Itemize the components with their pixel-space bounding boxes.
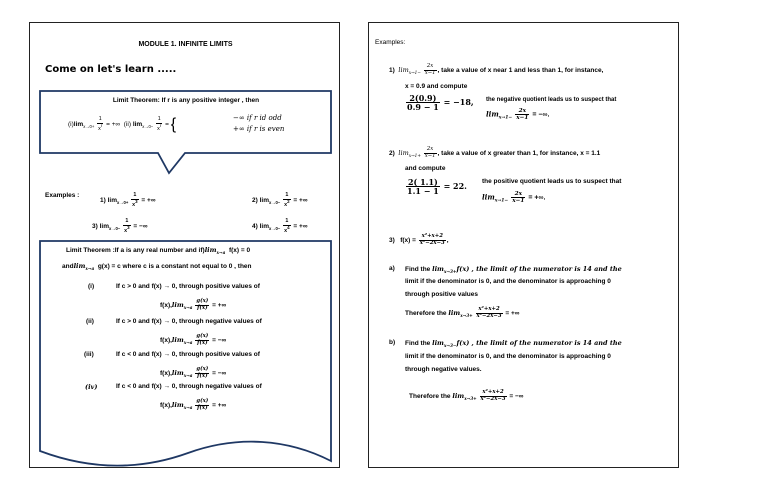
lim-sub: x→3+ (464, 395, 477, 401)
part-a-label: a) (389, 265, 395, 272)
fraction (511, 191, 525, 204)
text: , take a value of x near 1 and less than 1, for instance, (437, 66, 604, 74)
lim-sub: x→0+ (83, 124, 95, 130)
theorem1-title: Limit Theorem: If r is any positive integer , then (112, 97, 260, 104)
x-text: x (98, 125, 101, 132)
lim-text: lim (452, 391, 465, 400)
module-page-right (368, 22, 679, 468)
case-ii-roman: (ii) (86, 318, 94, 325)
numerator: 1 (157, 116, 161, 122)
fraction (515, 108, 529, 121)
part-b-therefore (409, 390, 523, 402)
lim-sub: x→a (85, 266, 95, 271)
result: = +∞. (528, 194, 546, 202)
case-iv-formula (160, 399, 226, 411)
lim-sub: x→0− (268, 226, 281, 232)
numerator: 2( 1.1) (407, 177, 438, 187)
lim-text: lim (432, 265, 444, 273)
lim-text: lim (398, 148, 409, 157)
fraction (424, 64, 437, 76)
text: f(x) = 0 (228, 247, 251, 254)
lim-sub: x→0+ (116, 200, 129, 206)
r-exponent: r (159, 122, 162, 128)
lim-text: lim (73, 121, 84, 129)
text: , take a value of x greater than 1, for instance, x = 1.1 (437, 149, 601, 157)
numerator: 1 (98, 116, 102, 122)
ex-num: 1) (389, 66, 395, 74)
example1-note: the negative quotient leads us to suspect that (486, 97, 617, 103)
power: 3 (127, 224, 130, 230)
example-2: 2) $\lim_{x\to 0-}$ $\frac{1}{x^2}$ = +∞ (252, 192, 308, 208)
example-1: 1) $\lim_{x\to 0+}$ $\frac{1}{x^3}$ = +∞ (100, 192, 156, 208)
fraction (283, 219, 290, 234)
fraction (476, 307, 503, 319)
text: g(x) = c where c is a constant not equal to 0 , then (97, 263, 252, 270)
theorem1-formula (68, 117, 176, 133)
fraction (195, 367, 209, 379)
denominator: f(x) (197, 339, 208, 346)
numerator: 2x (424, 64, 437, 71)
fraction (424, 147, 437, 159)
fraction (406, 178, 440, 196)
lim-sub: x→a (183, 404, 193, 410)
ex-num: 3) (389, 236, 395, 244)
text: f(x), (160, 301, 172, 309)
numerator: 2(0.9) (406, 94, 440, 103)
denominator: f(x) (197, 404, 208, 411)
text: f(x), (160, 336, 172, 344)
lim-sub: x→3− (443, 343, 457, 348)
lim-text: lim (482, 192, 495, 202)
example-3: 3) $\lim_{x\to 0-}$ $\frac{1}{x^3}$ = −∞ (92, 218, 148, 234)
numerator: 1 (123, 219, 130, 226)
text: f(x) , the limit of the numerator is 14 and the (456, 339, 622, 347)
example2-conclusion (482, 191, 545, 204)
denominator: x−1 (424, 152, 436, 159)
brace: { (170, 116, 177, 134)
examples-label: Examples : (45, 192, 80, 199)
lim-sub: x→a (183, 339, 193, 345)
numerator: g(x) (196, 366, 209, 372)
text: f(x) , the limit of the numerator is 14 and the (456, 265, 622, 273)
ex-num: 4) (252, 223, 258, 231)
part-b-label: b) (389, 339, 396, 346)
denominator (97, 124, 103, 132)
denominator: x−1 (424, 69, 436, 76)
numerator: 1 (283, 219, 290, 226)
examples-label: Examples: (375, 39, 406, 46)
numerator: 2x (424, 147, 437, 154)
lim-sub: x→3+ (460, 312, 473, 318)
lim-sub: x→1+ (408, 152, 421, 158)
lim-text: lim (486, 109, 499, 119)
example1-line2: x = 0.9 and compute (405, 83, 468, 90)
numerator: 1 (283, 193, 290, 200)
fx-text: f(x) = (400, 236, 416, 244)
denominator: f(x) (197, 304, 208, 311)
example1-conclusion (486, 108, 549, 121)
denominator: 0.9 − 1 (407, 102, 439, 113)
text: f(x), (160, 369, 172, 377)
text: f(x), (160, 401, 172, 409)
result: = −18, (443, 96, 474, 107)
case-i-text: If c > 0 and f(x) → 0, through positive values of (116, 283, 260, 290)
case-even: +∞ if r is even (233, 125, 285, 133)
result: = −∞ (133, 223, 148, 231)
power: 2 (287, 198, 290, 204)
result: = +∞ (141, 197, 156, 205)
numerator: g(x) (196, 298, 209, 304)
fraction (123, 219, 130, 234)
numerator: x²+x+2 (419, 234, 446, 241)
text: Limit Theorem :If a is any real number and if) (66, 247, 205, 254)
denominator: x²−2x−3 (476, 312, 502, 319)
lim-sub: x→a (183, 304, 193, 310)
example2-line1 (389, 147, 600, 159)
ex-num: 3) (92, 223, 98, 231)
lim-sub: x→1− (494, 198, 509, 204)
lim-sub: x→0− (108, 226, 121, 232)
case-ii-formula (160, 334, 226, 346)
lim-sub: x→0− (268, 200, 281, 206)
fraction (195, 399, 209, 411)
numerator: 2x (515, 108, 529, 115)
one-over-xr (156, 117, 162, 132)
denominator: x−1 (512, 198, 525, 205)
case-odd: −∞ if r id odd (233, 114, 282, 122)
lim-text: lim (73, 262, 86, 270)
lim-text: lim (448, 308, 461, 317)
fraction (406, 94, 440, 112)
text: Find the (405, 266, 431, 273)
lim-text: lim (398, 65, 409, 74)
equals: = (165, 121, 169, 129)
text: Therefore the (409, 392, 451, 400)
example-4: 4) $\lim_{x\to 0-}$ $\frac{1}{x^4}$ = +∞ (252, 218, 308, 234)
lim-sub: x→a (216, 250, 226, 255)
text: and (62, 263, 74, 270)
case-iii-roman: (iii) (84, 351, 94, 358)
numerator: x²+x+2 (476, 307, 503, 314)
denominator: x²−2x−3 (419, 239, 445, 246)
part-a-line1 (405, 266, 622, 274)
result-plus-inf: = +∞ (106, 121, 121, 129)
lim-sub: x→3+ (443, 269, 457, 274)
denominator (156, 124, 162, 132)
power: 4 (287, 224, 290, 230)
ex-num: 1) (100, 197, 106, 205)
denominator: $x^3$ (124, 224, 130, 234)
module-title: MODULE 1. INFINITE LIMITS (138, 41, 233, 48)
one-over-xr (97, 117, 103, 132)
theorem2-line1 (66, 247, 250, 255)
text: Therefore the (405, 309, 447, 317)
lim-text: lim (171, 335, 184, 344)
fraction (131, 193, 138, 208)
numerator: g(x) (196, 333, 209, 339)
numerator: x²+x+2 (480, 390, 507, 397)
denominator: $x^2$ (284, 198, 290, 208)
example3-function (389, 234, 449, 246)
case-iv-text: If c < 0 and f(x) → 0, through negative values of (116, 383, 262, 390)
lim-sub: x→1− (408, 69, 421, 75)
fraction (195, 299, 209, 311)
come-on-heading: Come on let's learn ..... (45, 64, 177, 75)
result: = −∞ (212, 369, 227, 377)
ex-num: 2) (389, 149, 395, 157)
result: = −∞. (532, 111, 550, 119)
case-ii-label: (ii) (123, 121, 131, 129)
theorem2-line2 (62, 263, 252, 271)
lim-text: lim (171, 300, 184, 309)
text: , (446, 236, 449, 244)
numerator: g(x) (196, 398, 209, 404)
part-b-line3: through negative values. (405, 366, 482, 373)
module-page-left (29, 22, 340, 468)
result: = −∞ (509, 392, 524, 400)
result: = −∞ (212, 336, 227, 344)
numerator: 2x (511, 191, 525, 198)
lim-sub: x→a (183, 372, 193, 378)
case-ii-text: If c > 0 and f(x) → 0, through negative values of (116, 318, 262, 325)
part-b-line2: limit if the denominator is 0, and the denominator is approaching 0 (405, 353, 611, 360)
case-iv-roman: (iv) (85, 383, 98, 391)
lim-text: lim (204, 246, 217, 254)
text: Find the (405, 340, 431, 347)
fraction (419, 234, 446, 246)
lim-text: lim (171, 400, 184, 409)
denominator: x−1 (516, 115, 529, 122)
case-i-formula (160, 299, 226, 311)
case-i-roman: (i) (88, 283, 95, 290)
result: = +∞ (293, 223, 308, 231)
example2-note: the positive quotient leads us to suspect that (482, 178, 622, 185)
part-a-line2: limit if the denominator is 0, and the denominator is approaching 0 (405, 278, 611, 285)
example2-calc (405, 178, 467, 196)
power: 3 (135, 198, 138, 204)
result: = +∞ (212, 401, 227, 409)
result: = +∞ (212, 301, 227, 309)
denominator: 1.1 − 1 (407, 186, 439, 197)
fraction (480, 390, 507, 402)
denominator: $x^4$ (284, 224, 290, 234)
example1-calc (405, 94, 474, 112)
case-i-label: (i) (68, 121, 74, 129)
r-exponent: r (100, 122, 103, 128)
fraction (283, 193, 290, 208)
ex-num: 2) (252, 197, 258, 205)
part-a-therefore (405, 307, 519, 319)
lim-text: lim (171, 368, 184, 377)
part-b-line1 (405, 340, 622, 348)
denominator: x²−2x−3 (480, 395, 506, 402)
lim-sub: x→0− (142, 124, 154, 130)
example1-line1 (389, 64, 603, 76)
result: = +∞ (293, 197, 308, 205)
part-a-line3: through positive values (405, 291, 478, 298)
denominator: f(x) (197, 372, 208, 379)
example2-line2: and compute (405, 165, 446, 172)
result: = 22. (443, 180, 467, 191)
x-text: x (157, 125, 160, 132)
lim-text: lim (132, 121, 143, 129)
result: = +∞ (505, 309, 520, 317)
lim-text: lim (432, 339, 444, 347)
case-iii-formula (160, 367, 226, 379)
numerator: 1 (131, 193, 138, 200)
lim-sub: x→1− (498, 115, 513, 121)
fraction (195, 334, 209, 346)
denominator: $x^3$ (132, 198, 138, 208)
case-iii-text: If c < 0 and f(x) → 0, through positive values of (116, 351, 260, 358)
